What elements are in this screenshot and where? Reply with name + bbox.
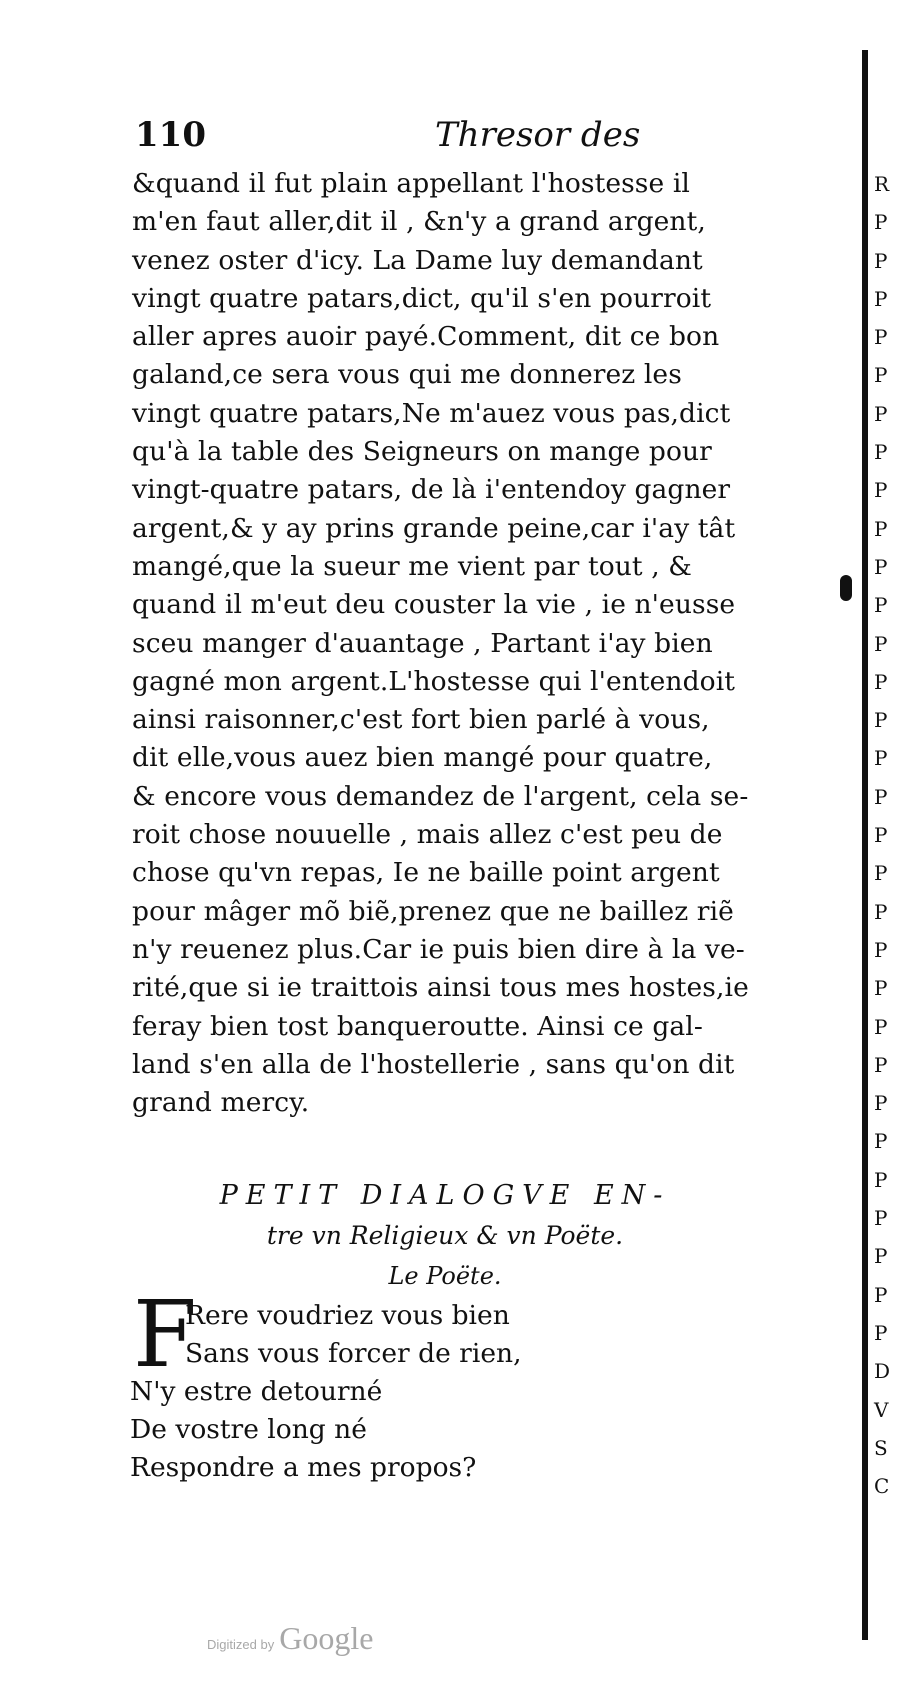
verse-line: Respondre a mes propos? [130, 1452, 477, 1483]
text-line: vingt quatre patars,Ne m'auez vous pas,dict [132, 397, 731, 429]
verse-line: N'y estre detourné [130, 1376, 383, 1407]
text-line: gagné mon argent.L'hostesse qui l'entendoit [132, 665, 736, 697]
dialogue-subtitle: tre vn Religieux & vn Poëte. [266, 1221, 624, 1250]
verse-line: De vostre long né [130, 1414, 367, 1445]
text-line: m'en faut aller,dit il , &n'y a grand argent, [132, 206, 706, 238]
text-line: rité,que si ie traittois ainsi tous mes hostes,ie [132, 972, 749, 1004]
margin-char: P [874, 861, 888, 886]
text-line: roit chose nouuelle , mais allez c'est peu de [132, 819, 723, 851]
google-logo: Google [279, 1620, 374, 1656]
margin-char: P [874, 899, 888, 924]
margin-char: D [874, 1359, 891, 1384]
text-line: sceu manger d'auantage , Partant i'ay bien [132, 627, 713, 659]
margin-char: V [874, 1397, 889, 1422]
text-line: venez oster d'icy. La Dame luy demandant [132, 244, 703, 276]
margin-char: P [874, 478, 888, 503]
margin-char: P [874, 248, 888, 273]
margin-char: P [874, 1129, 888, 1154]
text-line: qu'à la table des Seigneurs on mange pour [132, 436, 712, 468]
gutter-ink-mark [840, 575, 852, 601]
margin-char: S [874, 1435, 888, 1460]
text-line: feray bien tost banqueroutte. Ainsi ce gal- [132, 1010, 703, 1042]
margin-char: P [874, 746, 888, 771]
speaker-label: Le Poëte. [388, 1262, 502, 1290]
verse-block [130, 1281, 690, 1487]
dialogue-heading [130, 1176, 760, 1296]
text-line: argent,& y ay prins grande peine,car i'ay tât [132, 512, 736, 544]
margin-char: P [874, 1052, 888, 1077]
margin-char: P [874, 1320, 888, 1345]
margin-char: P [874, 784, 888, 809]
text-line: n'y reuenez plus.Car ie puis bien dire à la ve- [132, 933, 745, 965]
digitized-by-label: Digitized by [207, 1637, 275, 1652]
text-line: & encore vous demandez de l'argent, cela se- [132, 780, 749, 812]
margin-char: P [874, 1282, 888, 1307]
margin-char: P [874, 976, 888, 1001]
text-line: vingt-quatre patars, de là i'entendoy gagner [132, 474, 731, 506]
margin-char: P [874, 669, 888, 694]
running-title: Thresor des [435, 115, 641, 155]
margin-char: P [874, 554, 888, 579]
margin-char: P [874, 708, 888, 733]
margin-char: P [874, 631, 888, 656]
margin-char: P [874, 363, 888, 388]
page-number: 110 [135, 115, 206, 155]
margin-char: P [874, 823, 888, 848]
text-line: dit elle,vous auez bien mangé pour quatre, [132, 742, 713, 774]
text-line: land s'en alla de l'hostellerie , sans qu'on dit [132, 1048, 735, 1080]
margin-char: P [874, 516, 888, 541]
margin-char: P [874, 1014, 888, 1039]
margin-char: P [874, 401, 888, 426]
margin-char: P [874, 1206, 888, 1231]
verse-line: Sans vous forcer de rien, [185, 1338, 522, 1369]
margin-char: P [874, 1167, 888, 1192]
text-line: aller apres auoir payé.Comment, dit ce bon [132, 321, 720, 353]
gutter-binding-line [862, 50, 868, 1640]
text-line: vingt quatre patars,dict, qu'il s'en pourroit [132, 282, 712, 314]
margin-char: C [874, 1474, 890, 1499]
margin-char: P [874, 325, 888, 350]
body-text [132, 165, 822, 1122]
page-header [135, 115, 775, 165]
margin-char: P [874, 1091, 888, 1116]
facing-page-margin [874, 165, 899, 1505]
text-line: chose qu'vn repas, Ie ne baille point argent [132, 857, 720, 889]
margin-char: P [874, 286, 888, 311]
digitized-watermark [207, 1620, 374, 1657]
text-line: ainsi raisonner,c'est fort bien parlé à vous, [132, 704, 710, 736]
margin-char: P [874, 593, 888, 618]
text-line: grand mercy. [132, 1087, 310, 1119]
text-line: quand il m'eut deu couster la vie , ie n'eusse [132, 589, 736, 621]
drop-cap: F [133, 1281, 197, 1388]
text-line: &quand il fut plain appellant l'hostesse il [132, 168, 690, 199]
text-line: mangé,que la sueur me vient par tout , & [132, 550, 692, 582]
margin-char: P [874, 937, 888, 962]
text-line: pour mâger mõ biẽ,prenez que ne baillez riẽ [132, 895, 734, 927]
dialogue-title: PETIT DIALOGVE EN- [219, 1180, 671, 1211]
margin-char: R [874, 172, 890, 196]
margin-char: P [874, 440, 888, 465]
text-line: galand,ce sera vous qui me donnerez les [132, 359, 682, 391]
verse-line: Rere voudriez vous bien [185, 1300, 510, 1331]
margin-char: P [874, 1244, 888, 1269]
margin-char: P [874, 210, 888, 235]
